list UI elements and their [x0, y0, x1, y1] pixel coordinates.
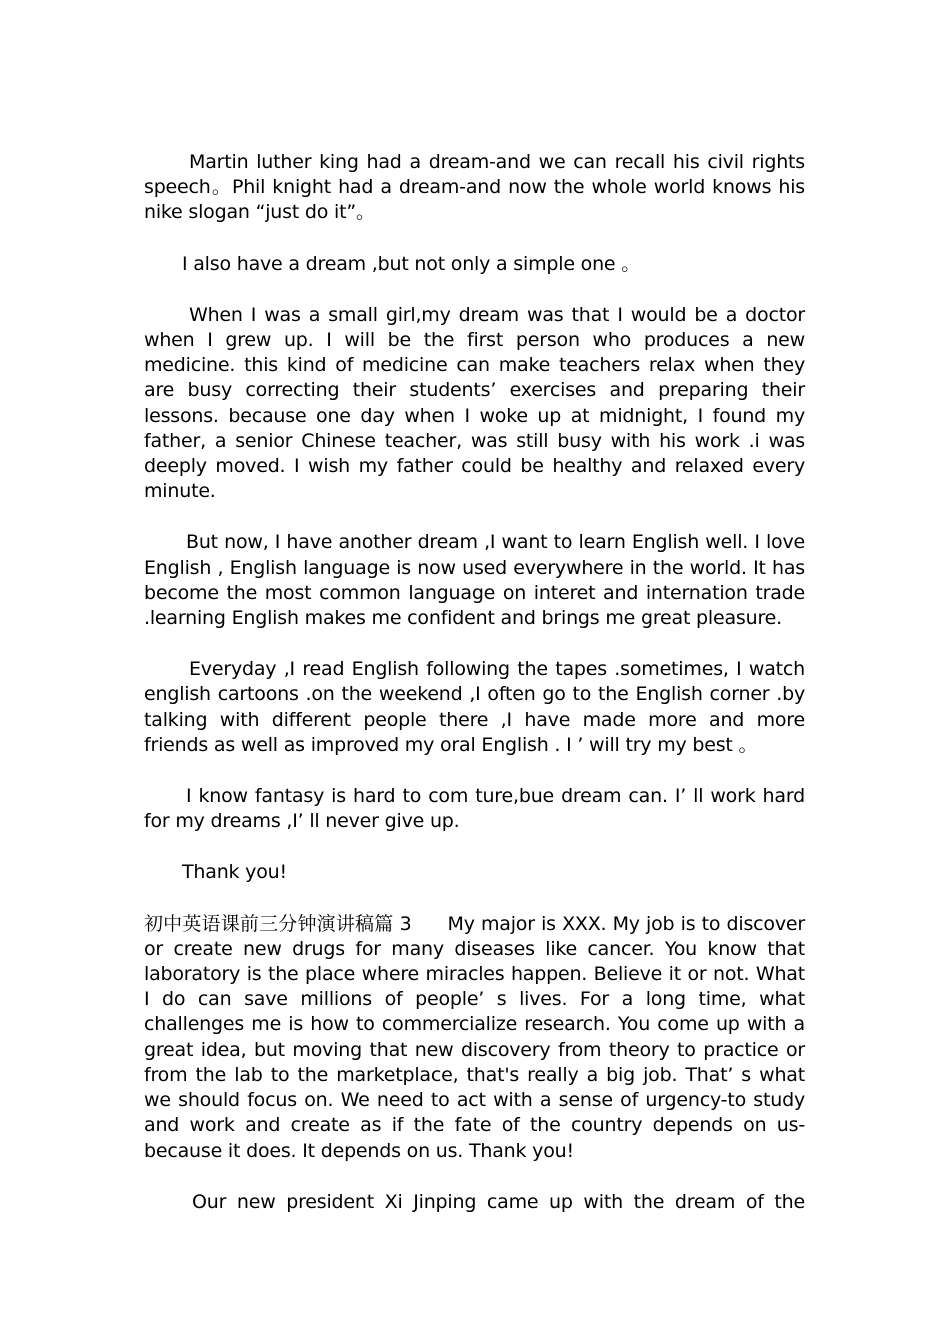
paragraph-martin-luther-king: Martin luther king had a dream-and we can recall his civil rights speech。Phil knight had a dream-and now the whole world knows his nike slogan “just do it”。 — [144, 151, 805, 224]
document-page — [144, 150, 805, 1241]
paragraph-speech-3 — [144, 912, 805, 1164]
paragraph-also-have-dream: I also have a dream ,but not only a simple one 。 — [182, 252, 641, 275]
paragraph-everyday-english: Everyday ,I read English following the tapes .sometimes, I watch english cartoons .on the weekend ,I often go to the English corner .by talking with different people there ,I have made more and more friends as well as improved my oral English . I ’ will try my best 。 — [144, 658, 805, 756]
paragraph-xi-jinping: Our new president Xi Jinping came up with the dream of the — [192, 1190, 805, 1213]
paragraph-fantasy: I know fantasy is hard to com ture,bue dream can. I’ ll work hard for my dreams ,I’ ll never give up. — [144, 785, 805, 833]
section-heading: 初中英语课前三分钟演讲稿篇 3 — [144, 912, 412, 935]
paragraph-doctor-dream: When I was a small girl,my dream was that I would be a doctor when I grew up. I will be the first person who produces a new medicine. this kind of medicine can make teachers relax when they are busy correcting their students’ exercises and preparing their lessons. because one day when I woke up at midnight, I found my father, a senior Chinese teacher, was still busy with his work .i was deeply moved. I wish my father could be healthy and relaxed every minute. — [144, 303, 805, 503]
speech-3-body: My major is XXX. My job is to discover or create new drugs for many diseases like cancer. You know that laboratory is the place where miracles happen. Believe it or not. What I do can save millions of people’ s lives. For a long time, what challenges me is how to commercialize research. You come up with a great idea, but moving that new discovery from theory to practice or from the lab to the marketplace, that's really a big job. That’ s what we should focus on. We need to act with a sense of urgency-to study and work and create as if the fate of the country depends on us-because it does. It depends on us. Thank you! — [144, 912, 805, 1162]
paragraph-thank-you: Thank you! — [182, 861, 287, 884]
paragraph-english-dream: But now, I have another dream ,I want to learn English well. I love English , English language is now used everywhere in the world. It has become the most common language on interet and internation trade .learning English makes me confident and brings me great pleasure. — [144, 531, 805, 630]
